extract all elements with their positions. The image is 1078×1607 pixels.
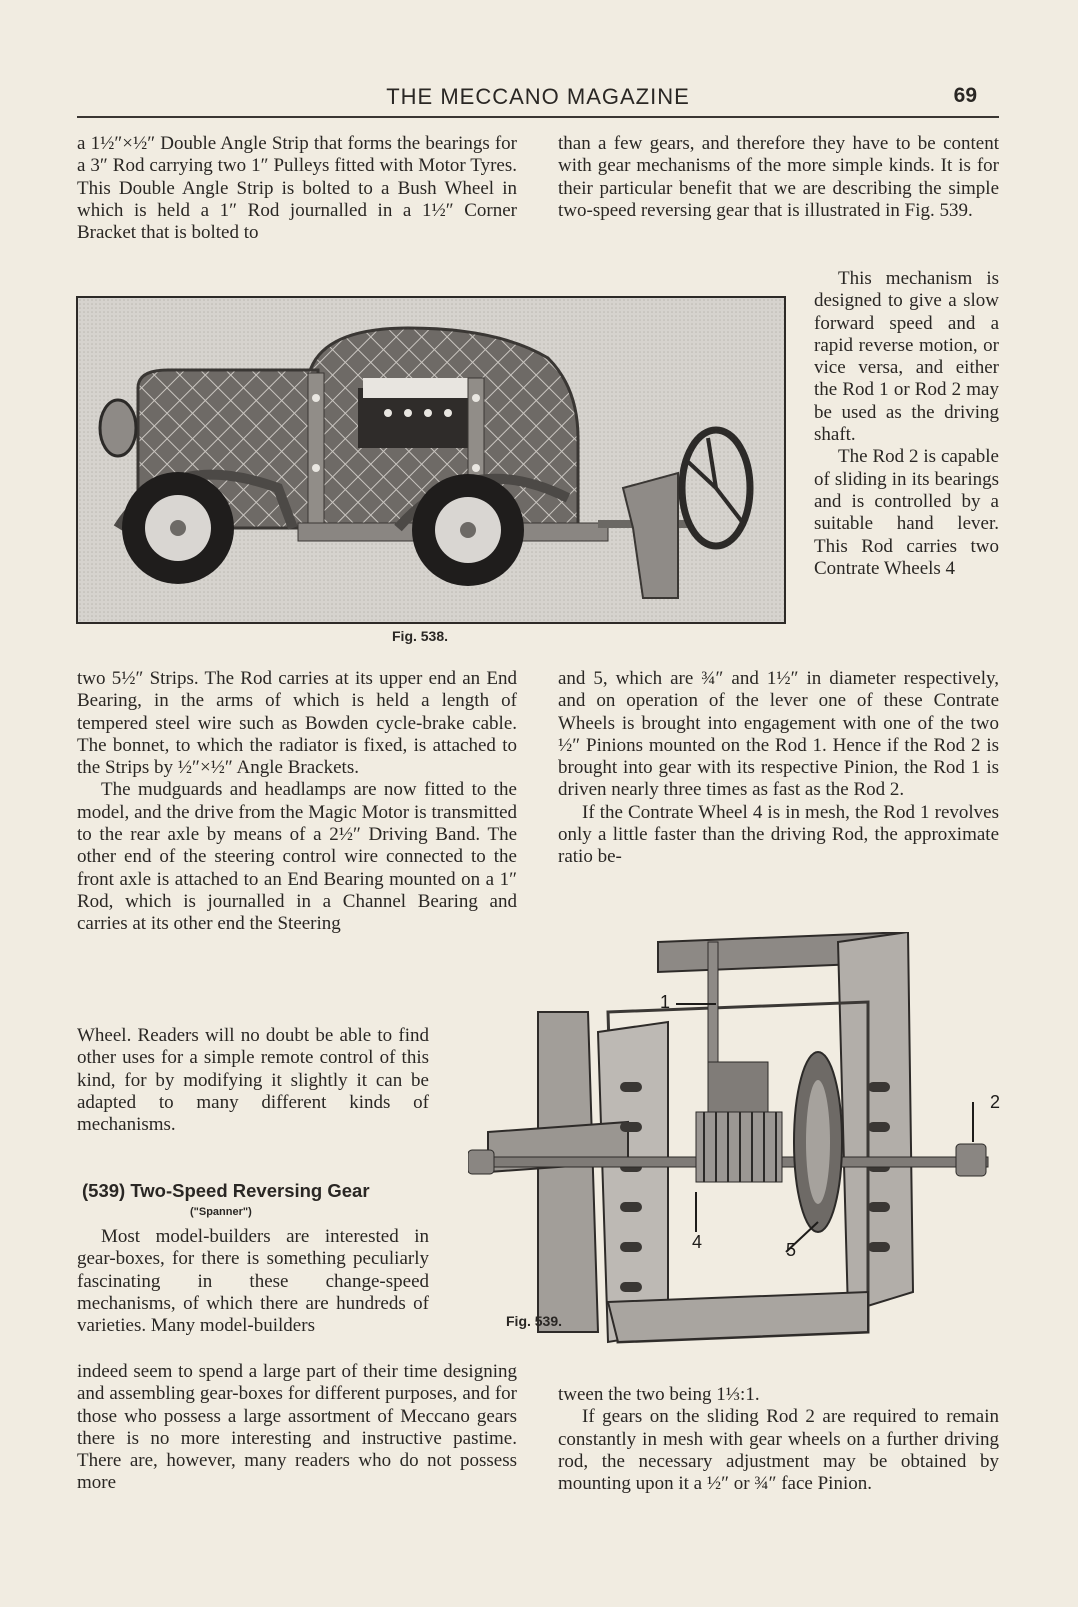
col2-mid-text: and 5, which are ¾″ and 1½″ in diameter respectively, and on operation of the lever one of these Contrate Wheels is brought into engagement with one of the two ½″ Pinions mounted on the Rod 1. Hence if the Rod 2 is brought into gear with its respective Pinion, the Rod 1 is driven nearly three times as fast as the Rod 2. If the Contrate Wheel 4 is in mesh, the Rod 1 revolves only a little faster than the driving Rod, the approximate ratio be- [558, 668, 999, 868]
gearbox-illustration [468, 932, 1018, 1362]
col2-bottom-text: tween the two being 1⅓:1. If gears on the sliding Rod 2 are required to remain constantly in mesh with gear wheels on a further driving rod, the necessary adjustment may be obtained by mounting upon it a ½″ or ¾″ face Pinion. [558, 1384, 999, 1495]
col2-top-text: than a few gears, and therefore they have to be content with gear mechanisms of the more simple kinds. It is for their particular benefit that we are describing the simple two-speed reversing gear that is illustrated in Fig. 539. [558, 133, 999, 221]
fig-538-caption: Fig. 538. [392, 628, 449, 644]
fig-539-photo [468, 932, 1018, 1362]
tractor-model-illustration [78, 298, 784, 622]
col1-section-narrow: Most model-builders are interested in gear-boxes, for there is something peculiarly fascinating in these change-speed mechanisms, of which there are hundreds of varieties. Many model-builders [77, 1226, 429, 1337]
fig-539-caption: Fig. 539. [506, 1313, 563, 1329]
page-number: 69 [953, 84, 977, 107]
wheel-5-label: 5 [786, 1240, 797, 1260]
section-subheading: ("Spanner") [190, 1206, 252, 1218]
col1-mid-text: two 5½″ Strips. The Rod carries at its upper end an End Bearing, in the arms of which is held a length of tempered steel wire such as Bowden cycle-brake cable. The bonnet, to which the radiator is fixed, is attached to the Strips by ½″×½″ Angle Brackets. The mudguards and headlamps are now fitted to the model, and the drive from the Magic Motor is transmitted to the rear axle by means of a 2½″ Driving Band. The other end of the steering control wire connected to the front axle is attached to an End Bearing mounted on a 1″ Rod, which is journalled in a Channel Bearing and carries at its other end the Steering [77, 668, 517, 935]
section-heading: (539) Two-Speed Reversing Gear [82, 1180, 370, 1201]
col1-top-text: a 1½″×½″ Double Angle Strip that forms the bearings for a 3″ Rod carrying two 1″ Pulleys fitted with Motor Tyres. This Double Angle Strip is bolted to a Bush Wheel in which is held a 1″ Rod journalled in a 1½″ Corner Bracket that is bolted to [77, 133, 517, 244]
magazine-title: THE MECCANO MAGAZINE [386, 84, 690, 109]
col2-side-text: This mechanism is designed to give a slow forward speed and a rapid reverse motion, or vice versa, and either the Rod 1 or Rod 2 may be used as the driving shaft. The Rod 2 is capable of sliding in its bearings and is controlled by a suitable hand lever. This Rod carries two Contrate Wheels 4 [814, 268, 999, 579]
page-header [77, 82, 999, 118]
rod-2-label: 2 [990, 1092, 1001, 1112]
col1-bottom-text: indeed seem to spend a large part of their time designing and assembling gear-boxes for different purposes, and for those who possess a large assortment of Meccano gears there is no more interesting and instructive pastime. There are, however, many readers who do not possess more [77, 1361, 517, 1494]
rod-1-label: 1 [660, 992, 671, 1012]
col1-narrow-text: Wheel. Readers will no doubt be able to find other uses for a simple remote control of this kind, for by modifying it slightly it can be adapted to many different kinds of mechanisms. [77, 1025, 429, 1136]
wheel-4-label: 4 [692, 1232, 703, 1252]
fig-538-photo [76, 296, 786, 624]
